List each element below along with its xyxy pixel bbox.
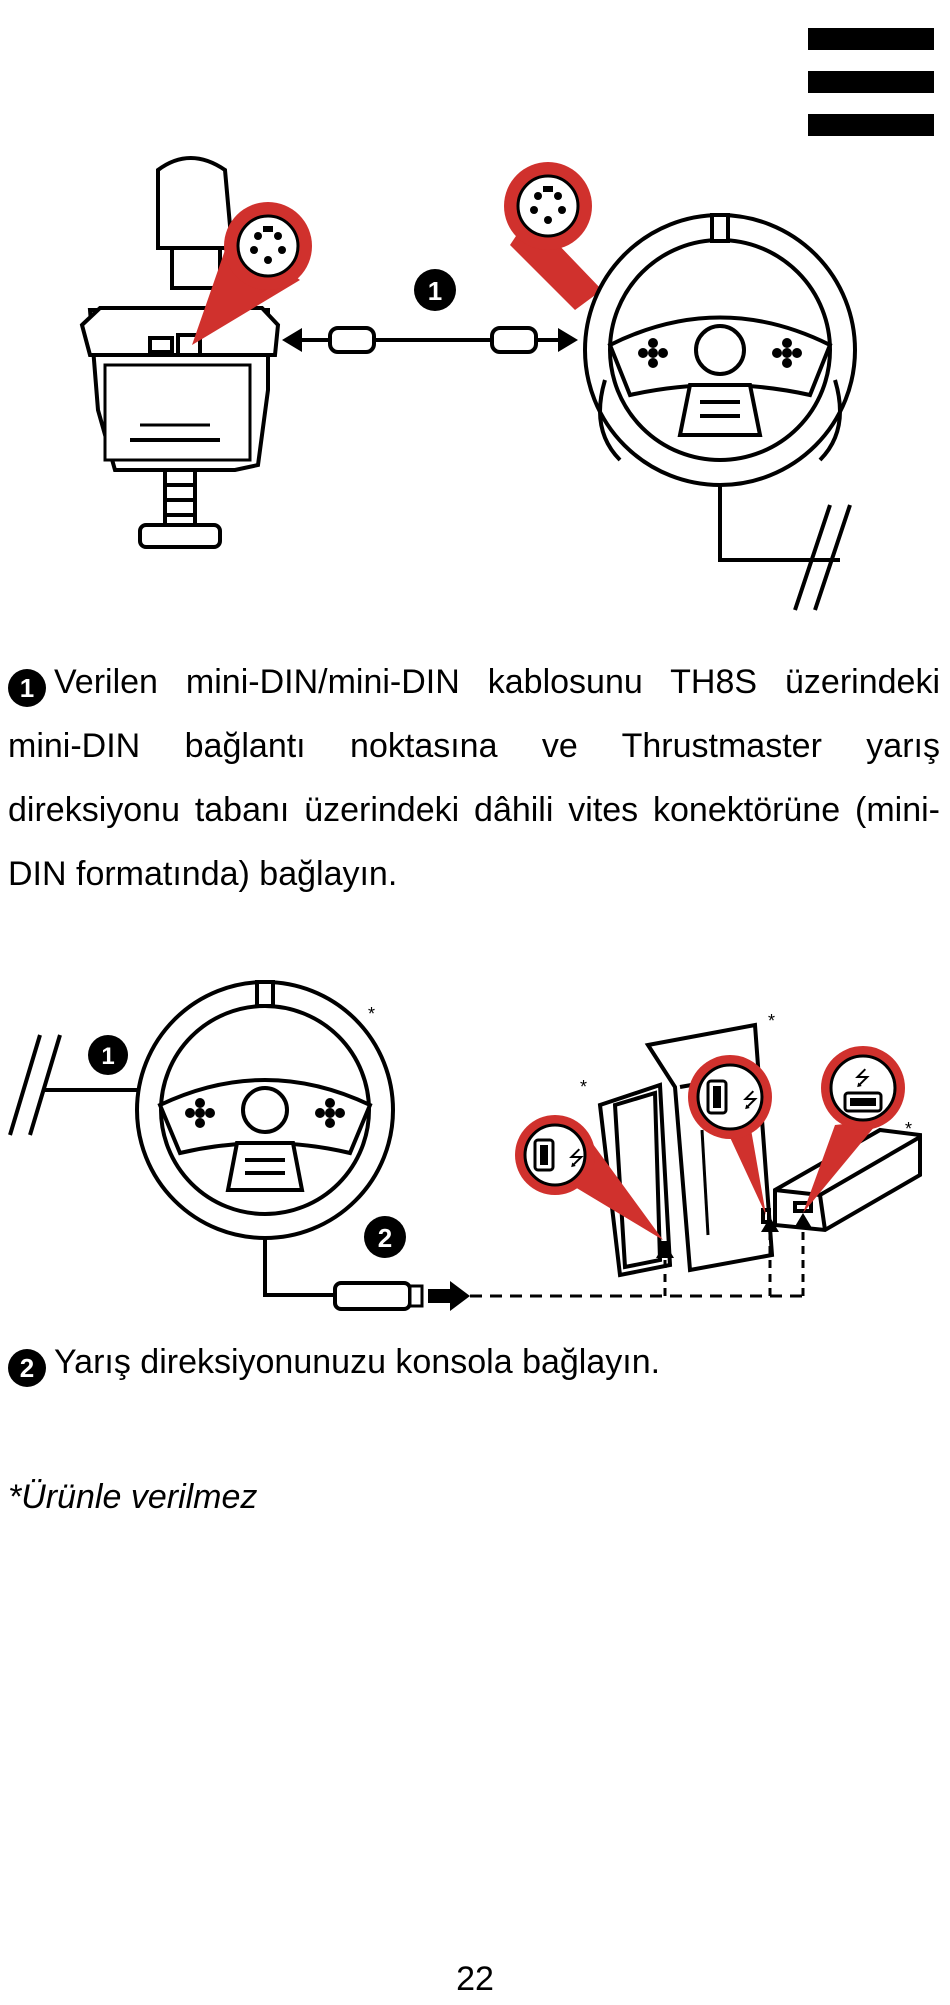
footnote: *Ürünle verilmez (8, 1478, 258, 1516)
menu-bar (808, 71, 934, 93)
callout-number: 1 (427, 276, 443, 306)
menu-bar (808, 28, 934, 50)
asterisk-mark: * (368, 1004, 376, 1024)
asterisk-mark: * (768, 1011, 776, 1031)
figure-shifter-to-wheel (0, 140, 950, 640)
asterisk-mark: * (905, 1119, 913, 1139)
step-number-1-icon: 1 (8, 669, 46, 707)
racing-wheel-illustration (137, 982, 393, 1238)
step-1-instruction (8, 650, 940, 906)
asterisk-mark: * (580, 1077, 588, 1097)
racing-wheel-illustration (585, 215, 855, 485)
mini-din-cable-illustration (282, 328, 578, 352)
usb-symbol-icon: ⭍ (854, 1066, 871, 1090)
step-number-2-icon: 2 (8, 1349, 46, 1387)
step-2-text: Yarış direksiyonunuzu konsola bağlayın. (54, 1343, 661, 1381)
page-number: 22 (456, 1960, 494, 1998)
usb-symbol-icon: ⭍ (742, 1088, 759, 1112)
step-1-text: Verilen mini-DIN/mini-DIN kablosunu TH8S üzerindeki mini-DIN bağlantı noktasına ve Thrustmaster yarış direksiyonu tabanı üzerindeki dâhili vites konektörüne (mini-DIN formatında) bağlayın. (8, 663, 940, 893)
usb-symbol-icon: ⭍ (568, 1146, 585, 1170)
callout-number-1-icon (414, 269, 456, 311)
callout-number: 1 (101, 1043, 115, 1070)
arrow-right-icon (428, 1281, 470, 1311)
callout-number-2-icon (364, 1216, 406, 1258)
hamburger-menu-icon[interactable] (808, 28, 934, 136)
usb-cable (265, 1238, 335, 1295)
callout-number-1-icon (88, 1035, 128, 1075)
wheel-cable (720, 485, 840, 560)
figure-wheel-to-console (0, 975, 950, 1315)
usb-connector-icon (335, 1283, 422, 1309)
callout-number: 2 (377, 1223, 393, 1253)
menu-bar (808, 114, 934, 136)
step-2-instruction (8, 1330, 940, 1394)
